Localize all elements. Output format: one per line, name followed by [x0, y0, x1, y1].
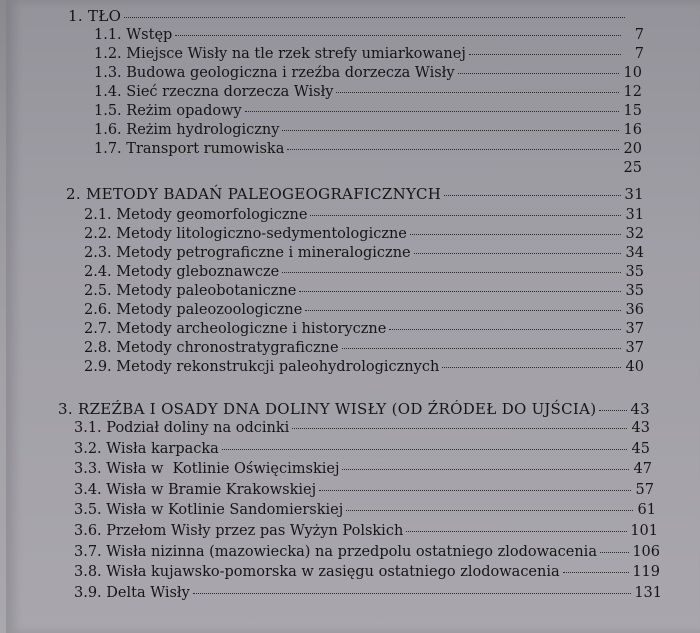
dot-leader: [599, 410, 627, 411]
toc-page-number: 36: [625, 302, 644, 318]
toc-page-number: 32: [625, 226, 644, 242]
toc-page-number: 131: [634, 585, 662, 601]
dot-leader: [305, 310, 621, 311]
toc-entry-label: 3.3. Wisła w Kotlinie Oświęcimskiej: [74, 461, 340, 477]
toc-entry-label: 1.1. Wstęp: [94, 27, 173, 43]
toc-entry-label: 2.5. Metody paleobotaniczne: [84, 283, 297, 299]
toc-page-number: 37: [625, 340, 644, 356]
dot-leader: [282, 130, 619, 131]
dot-leader: [414, 253, 621, 254]
toc-page-number: 7: [634, 27, 644, 43]
toc-page-number: 34: [625, 245, 644, 261]
toc-entry[interactable]: [74, 419, 650, 438]
toc-entry[interactable]: [84, 225, 644, 244]
toc-page-number: 35: [625, 283, 644, 299]
toc-entry[interactable]: [84, 358, 644, 377]
dot-leader: [389, 329, 621, 330]
toc-entry-label: 2.8. Metody chronostratygraficzne: [84, 340, 339, 356]
dot-leader: [444, 195, 621, 196]
dot-leader: [342, 348, 621, 349]
toc-entry-label: 3.9. Delta Wisły: [74, 585, 190, 601]
dot-leader: [600, 552, 629, 553]
toc-entry-label: 1.5. Reżim opadowy: [94, 103, 242, 119]
toc-page-number: 61: [637, 502, 656, 518]
toc-entry-label: 3.2. Wisła karpacka: [74, 441, 219, 457]
toc-chapter-3[interactable]: [58, 400, 650, 419]
toc-entry-label: 3.1. Podział doliny na odcinki: [74, 420, 290, 436]
toc-page-number: 25: [623, 160, 642, 176]
toc-entry-label: 2.1. Metody geomorfologiczne: [84, 207, 308, 223]
dot-leader: [222, 449, 627, 450]
dot-leader: [406, 531, 627, 532]
toc-entry[interactable]: [74, 584, 662, 603]
toc-entry[interactable]: [94, 102, 642, 121]
toc-entry[interactable]: [84, 263, 644, 282]
toc-page-number: 31: [625, 207, 644, 223]
toc-entry-label: 2.2. Metody litologiczno-sedymentologiczne: [84, 226, 407, 242]
dot-leader: [563, 572, 630, 573]
toc-entry-label: 3.6. Przełom Wisły przez pas Wyżyn Polskich: [74, 523, 404, 539]
toc-entry-label: 2.9. Metody rekonstrukcji paleohydrologicznych: [84, 359, 440, 375]
toc-entry[interactable]: [74, 522, 658, 541]
toc-page-number: 7: [634, 46, 644, 62]
toc-page-number: 43: [631, 420, 650, 436]
toc-entry-label: 2.6. Metody paleozoologiczne: [84, 302, 303, 318]
toc-page-number: 35: [625, 264, 644, 280]
toc-page-number: 31: [624, 185, 644, 203]
toc-page-number: 10: [623, 65, 642, 81]
toc-entry-label: 1.2. Miejsce Wisły na tle rzek strefy umiarkowanej: [94, 46, 466, 62]
toc-entry[interactable]: [94, 64, 642, 83]
toc-chapter-title: 1. TŁO: [68, 7, 122, 25]
dot-leader: [458, 73, 619, 74]
dot-leader: [319, 490, 631, 491]
toc-entry-label: 1.6. Reżim hydrologiczny: [94, 122, 280, 138]
dot-leader: [346, 510, 633, 511]
toc-page-number: 101: [630, 523, 658, 539]
toc-entry-label: 3.7. Wisła nizinna (mazowiecka) na przedpolu ostatniego zlodowacenia: [74, 544, 597, 560]
toc-entry[interactable]: [74, 543, 660, 562]
dot-leader: [336, 92, 619, 93]
toc-entry[interactable]: [84, 301, 644, 320]
toc-entry[interactable]: [74, 481, 654, 500]
toc-entry-label: 2.7. Metody archeologiczne i historyczne: [84, 321, 387, 337]
toc-page-number: 57: [635, 482, 654, 498]
toc-page-number: 37: [625, 321, 644, 337]
toc-page-number: 40: [625, 359, 644, 375]
toc-page-number: 16: [623, 122, 642, 138]
dot-leader: [342, 469, 629, 470]
toc-chapter-title: 3. RZEŹBA I OSADY DNA DOLINY WISŁY (OD ŹRÓDEŁ DO UJŚCIA): [58, 400, 597, 418]
toc-page-number: 43: [630, 400, 650, 418]
dot-leader: [193, 593, 631, 594]
dot-leader: [310, 215, 621, 216]
table-of-contents: [6, 0, 700, 633]
dot-leader: [410, 234, 621, 235]
toc-entry[interactable]: [94, 45, 644, 64]
dot-leader: [282, 272, 621, 273]
toc-entry[interactable]: [84, 206, 644, 225]
dot-leader: [299, 291, 621, 292]
toc-entry[interactable]: [94, 121, 642, 140]
toc-page-number: 20: [623, 141, 642, 157]
toc-entry-label: 1.4. Sieć rzeczna dorzecza Wisły: [94, 84, 334, 100]
dot-leader: [292, 428, 627, 429]
toc-entry-label: 1.7. Transport rumowiska: [94, 141, 285, 157]
toc-chapter-2[interactable]: [66, 185, 644, 204]
toc-page-number: 15: [623, 103, 642, 119]
toc-entry-label: 2.4. Metody gleboznawcze: [84, 264, 280, 280]
toc-entry[interactable]: [74, 440, 650, 459]
toc-entry[interactable]: [84, 339, 644, 358]
toc-entry-label: 2.3. Metody petrograficzne i mineralogiczne: [84, 245, 411, 261]
toc-entry[interactable]: [74, 563, 660, 582]
toc-entry[interactable]: [74, 460, 652, 479]
toc-entry-label: 3.5. Wisła w Kotlinie Sandomierskiej: [74, 502, 344, 518]
dot-leader: [469, 54, 621, 55]
dot-leader: [442, 367, 621, 368]
toc-entry[interactable]: [94, 83, 642, 102]
toc-entry[interactable]: [74, 501, 656, 520]
toc-entry[interactable]: [94, 159, 642, 178]
toc-page-number: 106: [632, 544, 660, 560]
dot-leader: [245, 111, 619, 112]
book-page: [6, 0, 700, 633]
toc-page-number: 119: [632, 564, 660, 580]
dot-leader: [124, 17, 625, 18]
toc-page-number: 12: [623, 84, 642, 100]
toc-entry-label: 3.8. Wisła kujawsko-pomorska w zasięgu ostatniego zlodowacenia: [74, 564, 560, 580]
toc-entry[interactable]: [84, 282, 644, 301]
dot-leader: [175, 35, 621, 36]
toc-entry-label: 3.4. Wisła w Bramie Krakowskiej: [74, 482, 317, 498]
toc-chapter-1[interactable]: [68, 7, 648, 26]
toc-entry[interactable]: [94, 140, 642, 159]
toc-entry[interactable]: [84, 244, 644, 263]
toc-entry-label: 1.3. Budowa geologiczna i rzeźba dorzecza Wisły: [94, 65, 455, 81]
toc-page-number: 45: [631, 441, 650, 457]
toc-chapter-title: 2. METODY BADAŃ PALEOGEOGRAFICZNYCH: [66, 185, 442, 203]
toc-page-number: 47: [633, 461, 652, 477]
dot-leader: [287, 149, 619, 150]
toc-entry[interactable]: [84, 320, 644, 339]
toc-entry[interactable]: [94, 26, 644, 45]
